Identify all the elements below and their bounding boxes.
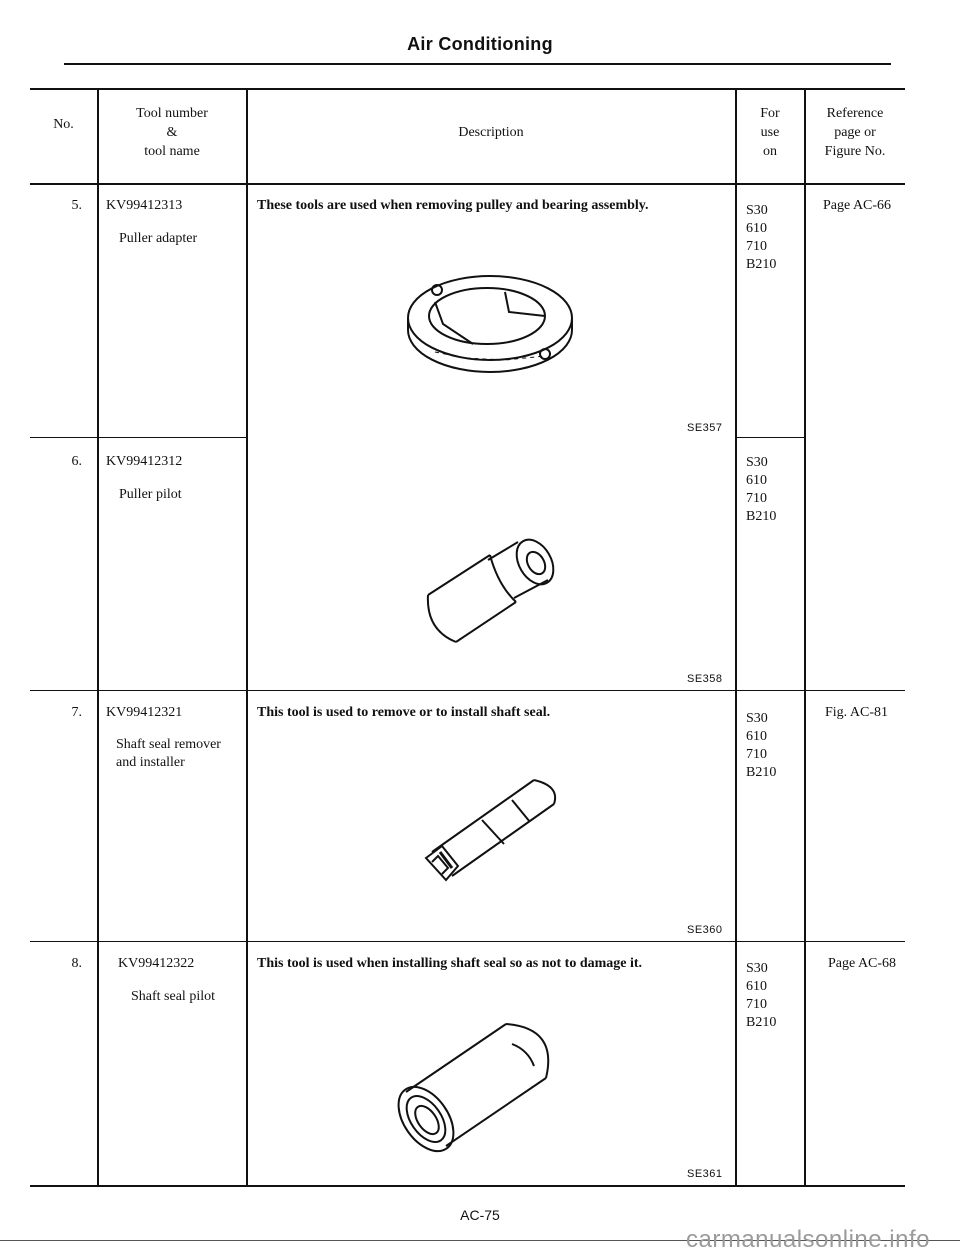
tool-name: Shaft seal pilot [131,989,215,1004]
column-divider [804,88,806,1187]
column-header-tool-number: Tool number & tool name [136,106,208,159]
row-divider [735,437,805,438]
column-header-for-use-on: For use on [760,106,780,159]
table-top-rule [30,88,905,90]
reference: Page AC-66 [823,198,892,213]
table-header-rule [30,183,905,185]
tool-name: Puller pilot [119,487,182,502]
tool-number: KV99412321 [106,705,183,720]
tool-number: KV99412313 [106,198,183,213]
column-header-no: No. [53,117,74,132]
puller-adapter-illustration [395,272,585,382]
figure-id: SE360 [687,924,723,936]
column-divider [97,88,99,1187]
figure-id: SE358 [687,673,723,685]
tool-description: This tool is used to remove or to install shaft seal. [257,705,551,720]
column-header-reference: Reference page or Figure No. [824,106,886,159]
column-header-description: Description [458,125,524,140]
table-bottom-rule [30,1185,905,1187]
figure-id: SE357 [687,422,723,434]
reference: Page AC-68 [828,956,897,971]
row-divider [30,437,247,438]
model-list: S30 610 710 B210 [746,203,777,272]
page-title: Air Conditioning [407,34,553,54]
row-divider [30,690,905,691]
puller-pilot-illustration [418,530,568,655]
column-divider [735,88,737,1187]
row-number: 8. [71,956,82,971]
tool-name: Shaft seal remover and installer [116,737,221,770]
tool-number: KV99412312 [106,454,183,469]
tool-description: These tools are used when removing pulley and bearing assembly. [257,198,649,213]
row-number: 6. [71,454,82,469]
row-number: 5. [71,198,82,213]
shaft-seal-remover-illustration [412,772,562,892]
tool-name: Puller adapter [119,231,198,246]
row-divider [30,941,905,942]
header-rule [64,63,891,65]
model-list: S30 610 710 B210 [746,961,777,1030]
page-number: AC-75 [460,1207,500,1223]
row-number: 7. [71,705,82,720]
watermark: carmanualsonline.info [686,1226,930,1253]
column-divider [246,88,248,1187]
figure-id: SE361 [687,1168,723,1180]
model-list: S30 610 710 B210 [746,711,777,780]
tool-description: This tool is used when installing shaft seal so as not to damage it. [257,956,643,971]
tool-number: KV99412322 [118,956,195,971]
model-list: S30 610 710 B210 [746,455,777,524]
shaft-seal-pilot-illustration [388,1010,568,1150]
reference: Fig. AC-81 [825,705,889,720]
